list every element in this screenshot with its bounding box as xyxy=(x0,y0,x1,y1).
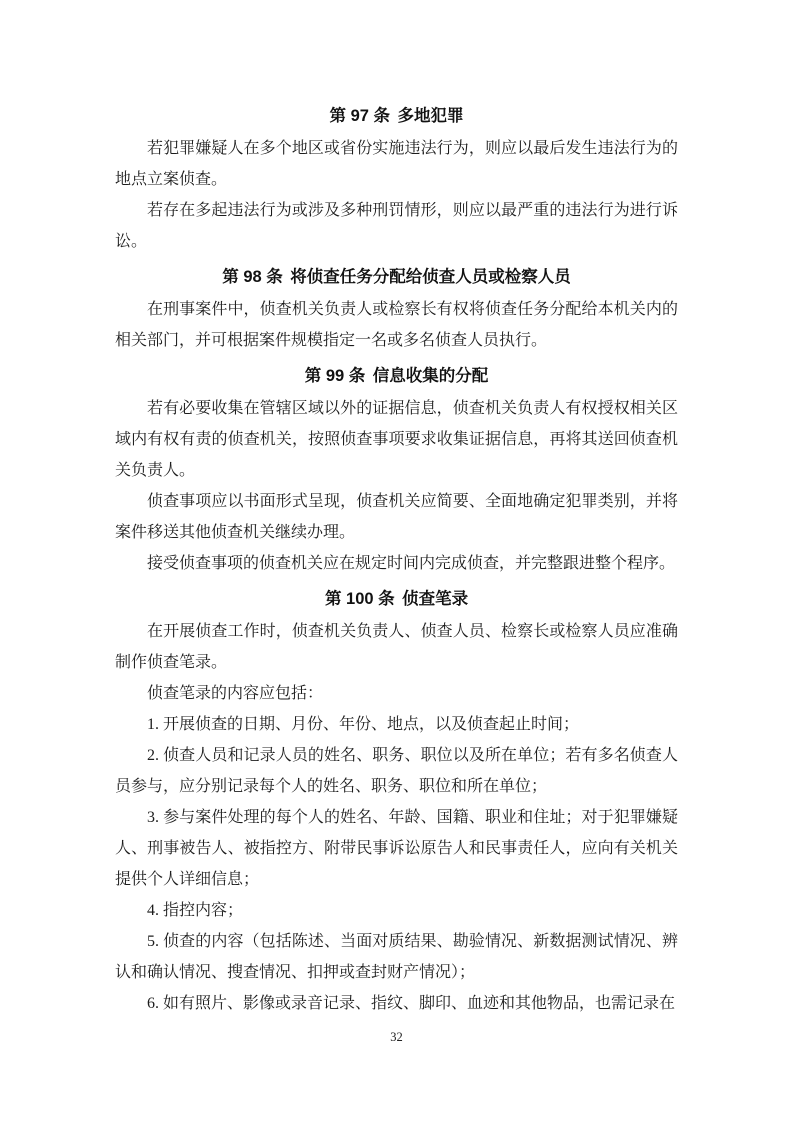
article-99-title: 信息收集的分配 xyxy=(372,367,489,385)
article-100-list-item-1: 1. 开展侦查的日期、月份、年份、地点，以及侦查起止时间； xyxy=(147,716,580,733)
article-100-list-item-5: 5. 侦查的内容（包括陈述、当面对质结果、勘验情况、新数据测试情况、辨认和确认情况、搜查情况、扣押或查封财产情况）； xyxy=(115,933,678,981)
article-99-paragraph: 侦查事项应以书面形式呈现，侦查机关应简要、全面地确定犯罪类别，并将案件移送其他侦查机关继续办理。 xyxy=(115,493,678,541)
article-100-list-item-3: 3. 参与案件处理的每个人的姓名、年龄、国籍、职业和住址；对于犯罪嫌疑人、刑事被告人、被指控方、附带民事诉讼原告人和民事责任人，应向有关机关提供个人详细信息； xyxy=(115,809,678,888)
article-98-number: 第 98 条 xyxy=(222,268,283,286)
article-100-list-item-6: 6. 如有照片、影像或录音记录、指纹、脚印、血迹和其他物品，也需记录在 xyxy=(147,995,676,1012)
article-98-heading xyxy=(115,262,678,293)
article-100-paragraph: 侦查笔录的内容应包括： xyxy=(147,685,324,702)
document-content xyxy=(115,96,678,1019)
article-100-list-item-2: 2. 侦查人员和记录人员的姓名、职务、职位以及所在单位；若有多名侦查人员参与，应分别记录每个人的姓名、职务、职位和所在单位； xyxy=(115,747,678,795)
article-98-paragraph: 在刑事案件中，侦查机关负责人或检察长有权将侦查任务分配给本机关内的相关部门，并可根据案件规模指定一名或多名侦查人员执行。 xyxy=(115,301,678,349)
article-99-paragraph: 接受侦查事项的侦查机关应在规定时间内完成侦查，并完整跟进整个程序。 xyxy=(147,555,676,572)
article-99-paragraph: 若有必要收集在管辖区域以外的证据信息，侦查机关负责人有权授权相关区域内有权有责的侦查机关，按照侦查事项要求收集证据信息，再将其送回侦查机关负责人。 xyxy=(115,400,678,479)
article-97-title: 多地犯罪 xyxy=(397,107,464,125)
article-97-number: 第 97 条 xyxy=(329,107,391,125)
article-100-title: 侦查笔录 xyxy=(402,590,469,608)
article-100-paragraph: 在开展侦查工作时，侦查机关负责人、侦查人员、检察长或检察人员应准确制作侦查笔录。 xyxy=(115,623,678,671)
article-97-heading xyxy=(115,101,678,132)
article-98-title: 将侦查任务分配给侦查人员或检察人员 xyxy=(290,268,571,286)
page-number: 32 xyxy=(390,1030,403,1044)
article-100-heading xyxy=(115,584,678,615)
article-97-paragraph: 若存在多起违法行为或涉及多种刑罚情形，则应以最严重的违法行为进行诉讼。 xyxy=(115,202,678,250)
article-100-number: 第 100 条 xyxy=(324,590,395,608)
article-97-paragraph: 若犯罪嫌疑人在多个地区或省份实施违法行为，则应以最后发生违法行为的地点立案侦查。 xyxy=(115,140,678,188)
article-100-list-item-4: 4. 指控内容； xyxy=(147,902,244,919)
article-99-number: 第 99 条 xyxy=(304,367,366,385)
article-99-heading xyxy=(115,361,678,392)
